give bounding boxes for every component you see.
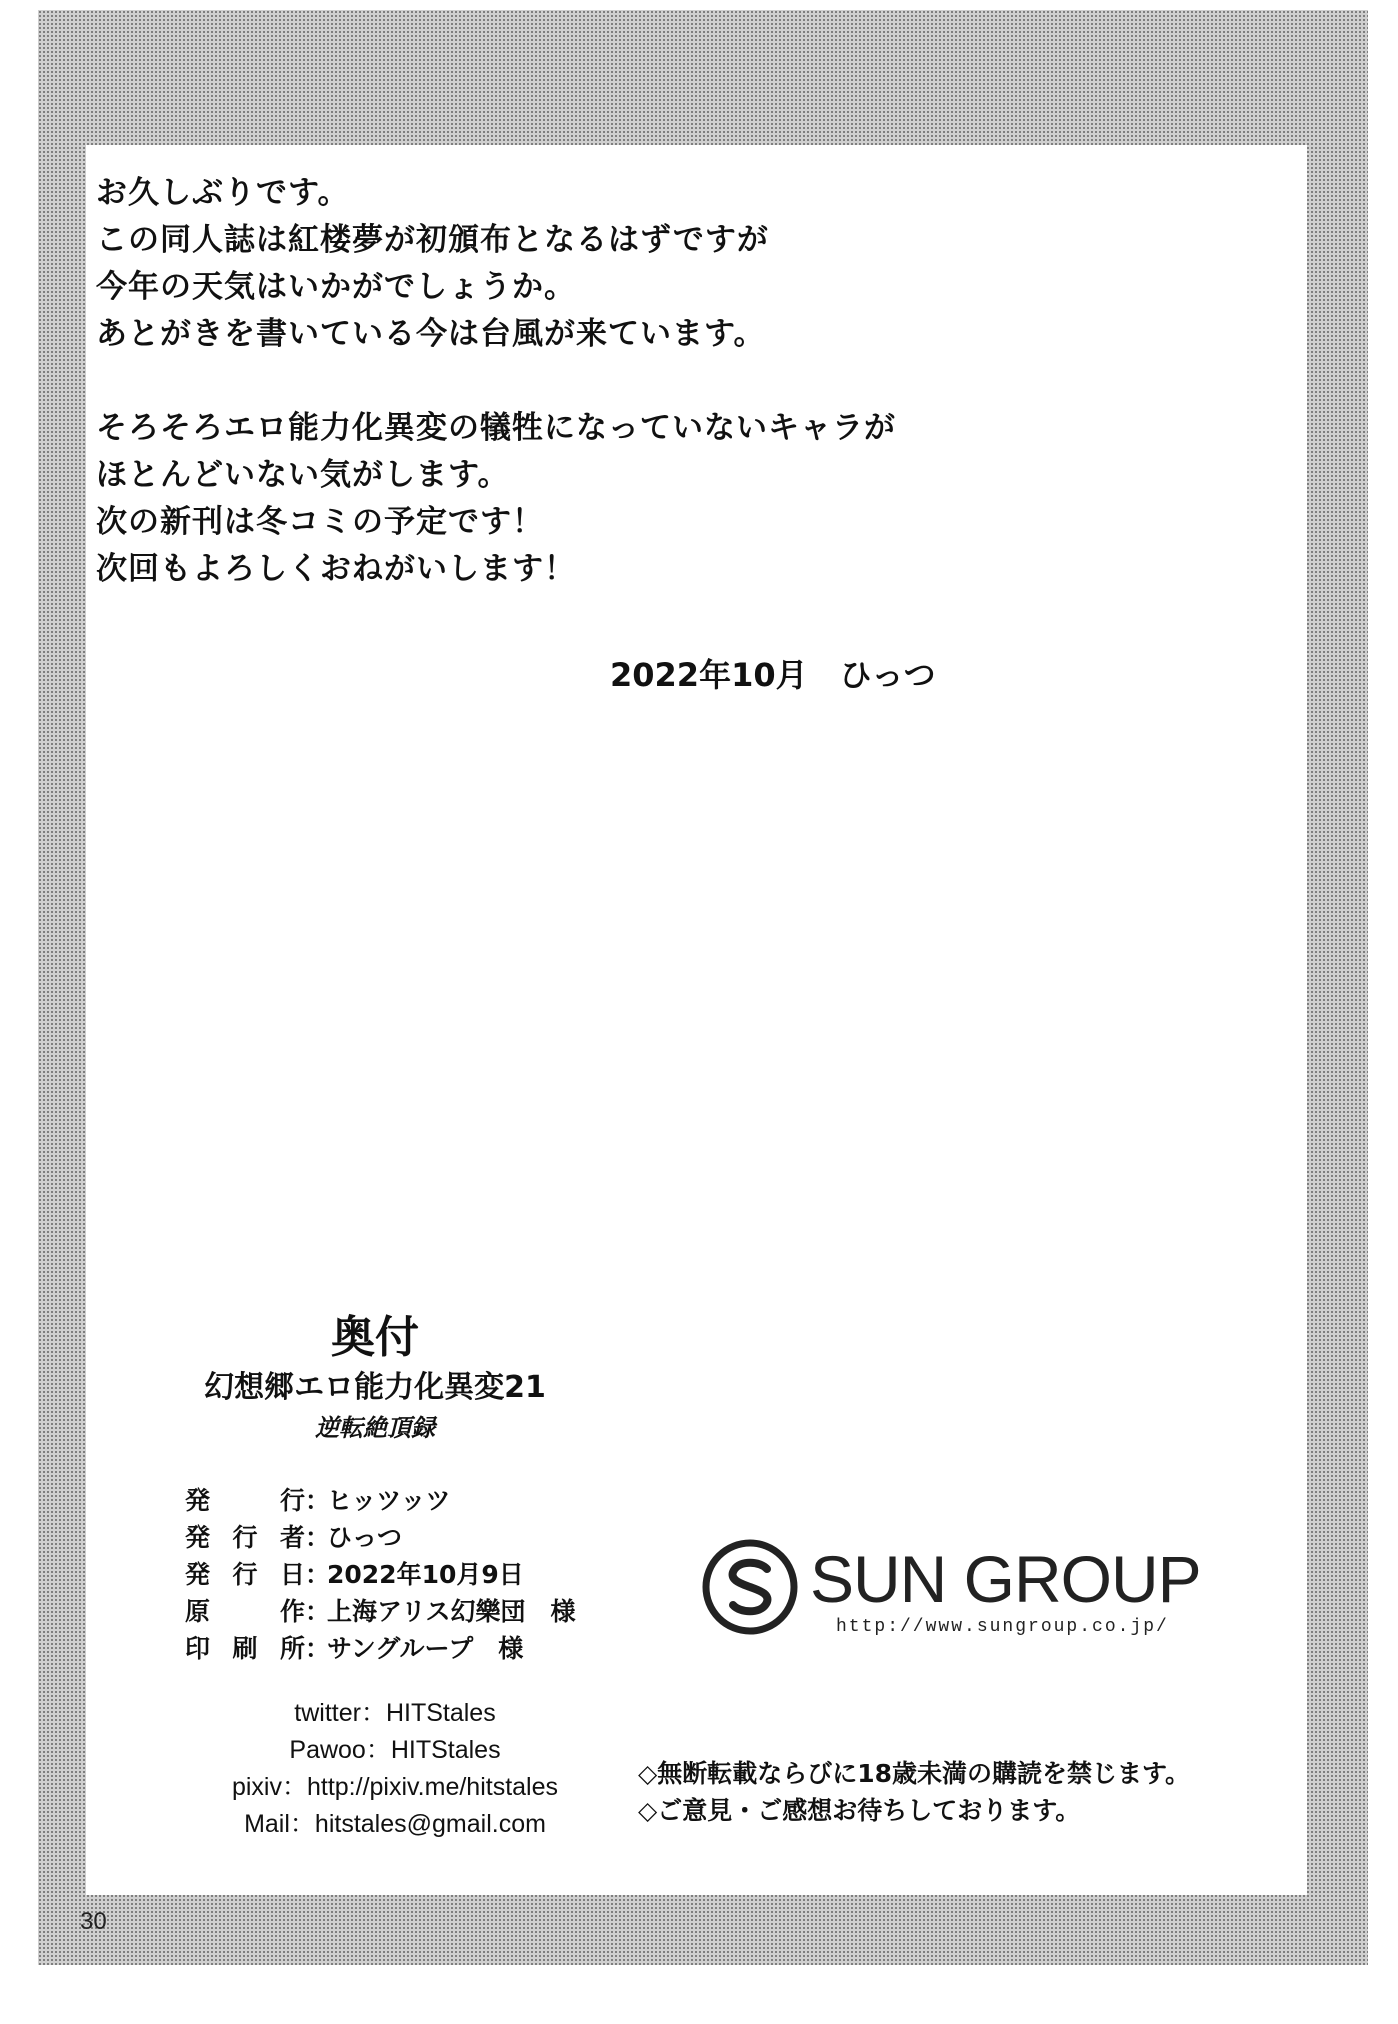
book-title: 幻想郷エロ能力化異変21 (204, 1370, 546, 1405)
credit-label: 発行者 (185, 1523, 305, 1552)
credit-separator: ： (305, 1523, 331, 1552)
afterword-line: お久しぶりです。 (96, 175, 350, 211)
contact-twitter: twitter：HITStales (294, 1699, 496, 1727)
afterword-line: あとがきを書いている今は台風が来ています。 (96, 316, 766, 352)
contact-mail: Mail：hitstales@gmail.com (244, 1810, 546, 1838)
afterword (96, 170, 996, 593)
credit-value: サングループ 様 (327, 1634, 524, 1663)
credits (185, 1482, 605, 1667)
printer-logo-text: SUN GROUP (810, 1542, 1201, 1616)
credit-separator: ： (305, 1597, 331, 1626)
afterword-line: 次回もよろしくおねがいします！ (96, 551, 576, 587)
printer-logo (700, 1537, 1260, 1657)
credit-row (185, 1556, 605, 1593)
paragraph-gap (96, 358, 996, 405)
credit-value: 2022年10月9日 (327, 1560, 524, 1589)
book-subtitle: 逆転絶頂録 (315, 1414, 435, 1442)
credit-row (185, 1593, 605, 1630)
credit-label: 発行日 (185, 1560, 305, 1589)
page-number: 30 (80, 1908, 107, 1935)
afterword-line: 次の新刊は冬コミの予定です！ (96, 504, 544, 540)
credit-label: 発行 (185, 1486, 305, 1515)
credit-label: 印刷所 (185, 1634, 305, 1663)
printer-url: http://www.sungroup.co.jp/ (836, 1617, 1169, 1637)
contact-list (140, 1695, 650, 1843)
afterword-line: この同人誌は紅楼夢が初頒布となるはずですが (96, 222, 769, 258)
sun-group-emblem-icon (700, 1537, 800, 1637)
notice-line: ◇ご意見・ご感想お待ちしております。 (638, 1796, 1081, 1825)
credit-row (185, 1482, 605, 1519)
credit-value: ヒッツッツ (327, 1486, 451, 1515)
afterword-line: 今年の天気はいかがでしょうか。 (96, 269, 576, 305)
credit-separator: ： (305, 1634, 331, 1663)
afterword-line: そろそろエロ能力化異変の犠牲になっていないキャラが (96, 410, 896, 446)
contact-pixiv: pixiv：http://pixiv.me/hitstales (231, 1773, 559, 1801)
colophon (140, 1310, 610, 1446)
credit-row (185, 1519, 605, 1556)
credit-label: 原作 (185, 1597, 305, 1626)
colophon-heading: 奥付 (331, 1312, 419, 1363)
afterword-line: ほとんどいない気がします。 (96, 457, 510, 493)
credit-value: ひっつ (327, 1523, 403, 1552)
credit-value: 上海アリス幻樂団 様 (327, 1597, 576, 1626)
contact-pawoo: Pawoo：HITStales (289, 1736, 501, 1764)
credit-separator: ： (305, 1486, 331, 1515)
notices (638, 1755, 1288, 1829)
credit-separator: ： (305, 1560, 331, 1589)
credit-row (185, 1630, 605, 1667)
notice-line: ◇無断転載ならびに18歳未満の購読を禁じます。 (638, 1759, 1191, 1788)
afterword-signature: 2022年10月 ひっつ (610, 656, 936, 694)
